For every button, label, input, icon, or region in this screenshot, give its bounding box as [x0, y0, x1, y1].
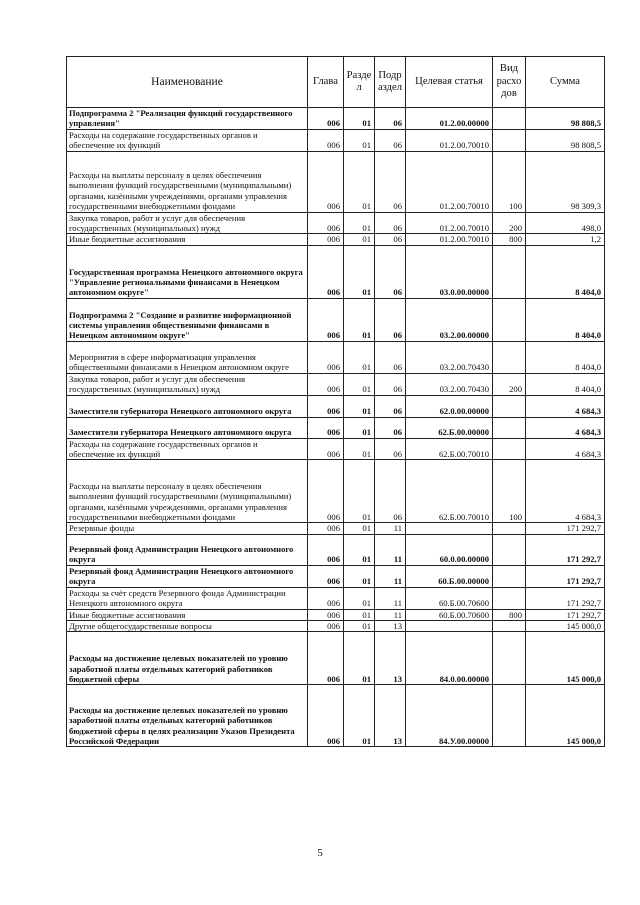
cell-sum: 98 808,5 — [526, 129, 605, 151]
cell-type — [493, 685, 526, 747]
cell-type: 800 — [493, 609, 526, 620]
cell-name: Расходы на достижение целевых показателей по уровню заработной платы отдельных категорий работников бюджетной сферы в целях реализации Указов Президента Российской Федерации — [67, 685, 308, 747]
cell-chapter: 006 — [308, 620, 344, 631]
cell-target: 84.0.00.00000 — [406, 632, 493, 685]
cell-chapter: 006 — [308, 534, 344, 565]
cell-target: 03.0.00.00000 — [406, 245, 493, 298]
cell-type — [493, 534, 526, 565]
table-row — [67, 523, 605, 534]
cell-sum: 8 404,0 — [526, 298, 605, 341]
cell-type — [493, 417, 526, 438]
cell-type — [493, 395, 526, 417]
cell-target — [406, 523, 493, 534]
cell-subsection: 06 — [375, 151, 406, 212]
cell-sum: 8 404,0 — [526, 245, 605, 298]
table-row — [67, 341, 605, 373]
cell-chapter: 006 — [308, 212, 344, 234]
cell-section: 01 — [344, 587, 375, 609]
cell-subsection: 06 — [375, 245, 406, 298]
cell-subsection: 06 — [375, 460, 406, 523]
cell-sum: 98 309,3 — [526, 151, 605, 212]
table-row — [67, 620, 605, 631]
header-chapter: Глава — [308, 57, 344, 108]
header-subsection: Подр аздел — [375, 57, 406, 108]
cell-target: 62.Б.00.70010 — [406, 438, 493, 460]
table-row — [67, 298, 605, 341]
cell-type: 100 — [493, 151, 526, 212]
cell-subsection: 06 — [375, 129, 406, 151]
cell-target: 01.2.00.00000 — [406, 108, 493, 130]
cell-section: 01 — [344, 245, 375, 298]
cell-type: 200 — [493, 373, 526, 395]
cell-target: 01.2.00.70010 — [406, 151, 493, 212]
cell-chapter: 006 — [308, 632, 344, 685]
cell-target: 84.У.00.00000 — [406, 685, 493, 747]
cell-subsection: 06 — [375, 373, 406, 395]
cell-type — [493, 620, 526, 631]
cell-type — [493, 129, 526, 151]
cell-name: Заместители губернатора Ненецкого автономного округа — [67, 395, 308, 417]
cell-target: 01.2.00.70010 — [406, 129, 493, 151]
cell-subsection: 11 — [375, 565, 406, 587]
cell-subsection: 11 — [375, 534, 406, 565]
cell-sum: 4 684,3 — [526, 417, 605, 438]
cell-sum: 145 000,0 — [526, 632, 605, 685]
cell-chapter: 006 — [308, 417, 344, 438]
cell-sum: 145 000,0 — [526, 685, 605, 747]
cell-sum: 171 292,7 — [526, 609, 605, 620]
table-row — [67, 460, 605, 523]
cell-name: Расходы на выплаты персоналу в целях обеспечения выполнения функций государственными (муниципальными) органами, казёнными учреждениями, органами управления государственными внебюджетными фондами — [67, 460, 308, 523]
cell-subsection: 06 — [375, 108, 406, 130]
cell-section: 01 — [344, 534, 375, 565]
cell-section: 01 — [344, 620, 375, 631]
cell-chapter: 006 — [308, 609, 344, 620]
cell-subsection: 11 — [375, 609, 406, 620]
cell-sum: 4 684,3 — [526, 395, 605, 417]
cell-subsection: 06 — [375, 395, 406, 417]
cell-sum: 1,2 — [526, 234, 605, 245]
cell-chapter: 006 — [308, 373, 344, 395]
cell-subsection: 06 — [375, 234, 406, 245]
cell-subsection: 11 — [375, 587, 406, 609]
cell-chapter: 006 — [308, 587, 344, 609]
table-row — [67, 395, 605, 417]
cell-target: 60.Б.00.00000 — [406, 565, 493, 587]
header-name: Наименование — [67, 57, 308, 108]
table-row — [67, 685, 605, 747]
cell-type: 200 — [493, 212, 526, 234]
table-row — [67, 565, 605, 587]
cell-target: 60.0.00.00000 — [406, 534, 493, 565]
cell-name: Подпрограмма 2 "Создание и развитие информационной системы управления общественными финансами в Ненецком автономном округе" — [67, 298, 308, 341]
cell-subsection: 06 — [375, 341, 406, 373]
table-row — [67, 108, 605, 130]
cell-type — [493, 245, 526, 298]
cell-name: Резервный фонд Администрации Ненецкого автономного округа — [67, 534, 308, 565]
cell-section: 01 — [344, 298, 375, 341]
table-row — [67, 151, 605, 212]
cell-name: Закупка товаров, работ и услуг для обеспечения государственных (муниципальных) нужд — [67, 373, 308, 395]
cell-type — [493, 523, 526, 534]
cell-subsection: 06 — [375, 417, 406, 438]
cell-chapter: 006 — [308, 108, 344, 130]
table-row — [67, 438, 605, 460]
cell-sum: 98 808,5 — [526, 108, 605, 130]
cell-sum: 171 292,7 — [526, 523, 605, 534]
cell-name: Расходы на достижение целевых показателей по уровню заработной платы отдельных категорий работников бюджетной сферы — [67, 632, 308, 685]
cell-chapter: 006 — [308, 523, 344, 534]
cell-chapter: 006 — [308, 129, 344, 151]
cell-target: 03.2.00.70430 — [406, 373, 493, 395]
cell-sum: 8 404,0 — [526, 341, 605, 373]
cell-sum: 4 684,3 — [526, 460, 605, 523]
cell-type — [493, 341, 526, 373]
cell-name: Иные бюджетные ассигнования — [67, 609, 308, 620]
cell-chapter: 006 — [308, 341, 344, 373]
cell-name: Мероприятия в сфере информатизация управления общественными финансами в Ненецком автономном округе — [67, 341, 308, 373]
cell-sum: 171 292,7 — [526, 565, 605, 587]
page-number: 5 — [317, 847, 323, 859]
cell-target: 03.2.00.70430 — [406, 341, 493, 373]
cell-type — [493, 108, 526, 130]
cell-sum: 498,0 — [526, 212, 605, 234]
cell-section: 01 — [344, 212, 375, 234]
cell-name: Подпрограмма 2 "Реализация функций государственного управления" — [67, 108, 308, 130]
cell-target: 60.Б.00.70600 — [406, 587, 493, 609]
cell-section: 01 — [344, 609, 375, 620]
cell-type — [493, 298, 526, 341]
cell-target: 01.2.00.70010 — [406, 212, 493, 234]
header-target: Целевая статья — [406, 57, 493, 108]
cell-section: 01 — [344, 438, 375, 460]
cell-subsection: 06 — [375, 438, 406, 460]
cell-name: Государственная программа Ненецкого автономного округа "Управление региональными финансами в Ненецком автономном округе" — [67, 245, 308, 298]
cell-section: 01 — [344, 373, 375, 395]
cell-sum: 171 292,7 — [526, 534, 605, 565]
header-type: Вид расхо дов — [493, 57, 526, 108]
cell-subsection: 13 — [375, 685, 406, 747]
cell-section: 01 — [344, 395, 375, 417]
cell-type: 100 — [493, 460, 526, 523]
cell-chapter: 006 — [308, 460, 344, 523]
cell-type — [493, 632, 526, 685]
cell-section: 01 — [344, 341, 375, 373]
cell-subsection: 13 — [375, 620, 406, 631]
table-row — [67, 417, 605, 438]
cell-section: 01 — [344, 108, 375, 130]
cell-type — [493, 438, 526, 460]
cell-section: 01 — [344, 151, 375, 212]
cell-chapter: 006 — [308, 298, 344, 341]
cell-section: 01 — [344, 685, 375, 747]
table-body — [67, 108, 605, 747]
cell-name: Расходы за счёт средств Резервного фонда Администрации Ненецкого автономного округа — [67, 587, 308, 609]
cell-chapter: 006 — [308, 565, 344, 587]
table-row — [67, 587, 605, 609]
cell-name: Резервные фонды — [67, 523, 308, 534]
cell-section: 01 — [344, 565, 375, 587]
cell-type — [493, 587, 526, 609]
cell-name: Расходы на содержание государственных органов и обеспечение их функций — [67, 129, 308, 151]
table-row — [67, 234, 605, 245]
cell-subsection: 06 — [375, 212, 406, 234]
cell-section: 01 — [344, 417, 375, 438]
cell-target: 62.Б.00.70010 — [406, 460, 493, 523]
cell-subsection: 13 — [375, 632, 406, 685]
cell-name: Заместители губернатора Ненецкого автономного округа — [67, 417, 308, 438]
cell-chapter: 006 — [308, 245, 344, 298]
cell-subsection: 11 — [375, 523, 406, 534]
table-row — [67, 245, 605, 298]
cell-chapter: 006 — [308, 438, 344, 460]
table-row — [67, 212, 605, 234]
cell-chapter: 006 — [308, 395, 344, 417]
cell-sum: 8 404,0 — [526, 373, 605, 395]
appropriations-table — [66, 56, 605, 747]
cell-name: Расходы на содержание государственных органов и обеспечение их функций — [67, 438, 308, 460]
header-section: Разде л — [344, 57, 375, 108]
cell-sum: 145 000,0 — [526, 620, 605, 631]
cell-name: Закупка товаров, работ и услуг для обеспечения государственных (муниципальных) нужд — [67, 212, 308, 234]
cell-section: 01 — [344, 523, 375, 534]
cell-section: 01 — [344, 234, 375, 245]
cell-name: Расходы на выплаты персоналу в целях обеспечения выполнения функций государственными (муниципальными) органами, казёнными учреждениями, органами управления государственными внебюджетными фондами — [67, 151, 308, 212]
cell-target — [406, 620, 493, 631]
cell-target: 62.0.00.00000 — [406, 395, 493, 417]
cell-name: Резервный фонд Администрации Ненецкого автономного округа — [67, 565, 308, 587]
cell-section: 01 — [344, 129, 375, 151]
cell-chapter: 006 — [308, 234, 344, 245]
cell-type — [493, 565, 526, 587]
table-row — [67, 632, 605, 685]
cell-section: 01 — [344, 460, 375, 523]
cell-subsection: 06 — [375, 298, 406, 341]
table-row — [67, 609, 605, 620]
cell-type: 800 — [493, 234, 526, 245]
cell-target: 01.2.00.70010 — [406, 234, 493, 245]
cell-chapter: 006 — [308, 151, 344, 212]
header-sum: Сумма — [526, 57, 605, 108]
table-row — [67, 534, 605, 565]
cell-section: 01 — [344, 632, 375, 685]
cell-target: 62.Б.00.00000 — [406, 417, 493, 438]
cell-target: 03.2.00.00000 — [406, 298, 493, 341]
table-row — [67, 373, 605, 395]
cell-target: 60.Б.00.70600 — [406, 609, 493, 620]
cell-name: Другие общегосударственные вопросы — [67, 620, 308, 631]
cell-chapter: 006 — [308, 685, 344, 747]
cell-sum: 171 292,7 — [526, 587, 605, 609]
table-row — [67, 129, 605, 151]
cell-name: Иные бюджетные ассигнования — [67, 234, 308, 245]
cell-sum: 4 684,3 — [526, 438, 605, 460]
header-row — [67, 57, 605, 108]
